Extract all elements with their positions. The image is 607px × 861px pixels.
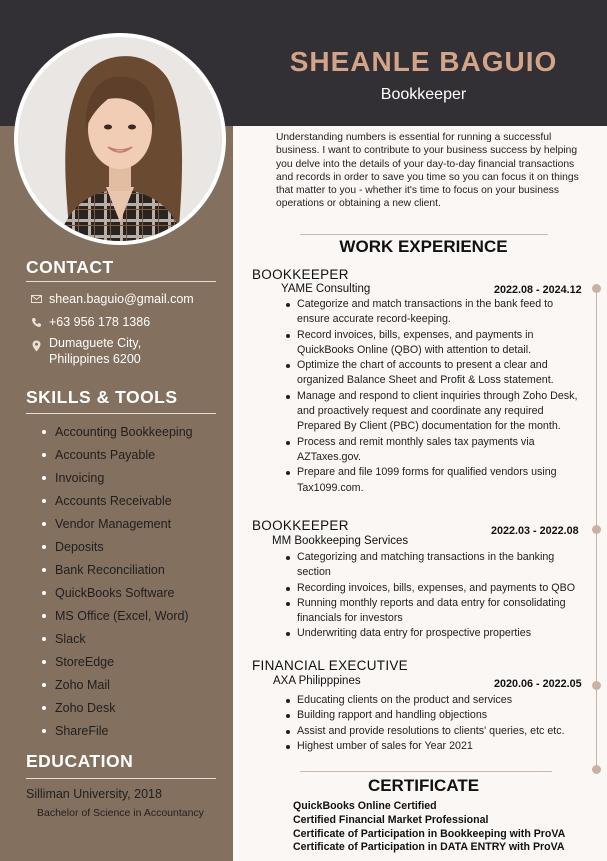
skill-item: Accounts Payable — [42, 447, 193, 470]
job-bullet: Categorize and match transactions in the bank feed to ensure accurate record-keeping. — [283, 297, 583, 328]
skills-list — [42, 424, 193, 746]
skill-item: Vendor Management — [42, 516, 193, 539]
job-bullet: Educating clients on the product and services — [283, 693, 583, 708]
job-1-company: YAME Consulting — [281, 283, 371, 295]
skills-divider — [26, 413, 216, 414]
skill-item: StoreEdge — [42, 654, 193, 677]
certificate-item: Certificate of Participation in DATA ENTRY with ProVA — [293, 841, 565, 854]
job-1-title: BOOKKEEPER — [252, 267, 349, 282]
job-2-bullets — [283, 550, 583, 642]
education-school: Silliman University, 2018 — [26, 787, 162, 801]
job-bullet: Building rapport and handling objections — [283, 708, 583, 723]
job-bullet: Assist and provide resolutions to clients' queries, etc etc. — [283, 724, 583, 739]
job-2-title: BOOKKEEPER — [252, 518, 349, 533]
address-line-2: Philippines 6200 — [49, 352, 141, 366]
timeline-dot — [592, 765, 601, 774]
job-3-dates: 2020.06 - 2022.05 — [494, 678, 582, 690]
contact-divider — [26, 281, 216, 282]
skills-heading: SKILLS & TOOLS — [26, 387, 178, 407]
profile-summary: Understanding numbers is essential for running a successful business. I want to contribute to your business success by helping you delve into the details of your day-to-day financial transactions and records in order to save you time so you can focus it on things that matter to you - whether it's time to focus on your business operations or obtaining a new client. — [276, 132, 579, 210]
envelope-icon — [28, 292, 44, 306]
job-bullet: Optimize the chart of accounts to present a clear and organized Balance Sheet and Profit & Loss statement. — [283, 358, 583, 389]
job-bullet: Record invoices, bills, expenses, and payments in QuickBooks Online (QBO) with attention to detail. — [283, 328, 583, 359]
skill-item: Bank Reconciliation — [42, 562, 193, 585]
job-bullet: Manage and respond to client inquiries through Zoho Desk, and proactively request and coordinate any required Prepared By Client (PBC) documentation for the month. — [283, 389, 583, 435]
certificate-item: QuickBooks Online Certified — [293, 800, 437, 812]
job-3-company: AXA Philipppines — [273, 675, 361, 687]
work-top-divider — [300, 234, 548, 235]
contact-phone[interactable]: +63 956 178 1386 — [49, 315, 151, 329]
job-bullet: Underwriting data entry for prospective properties — [283, 626, 583, 641]
skill-item: Zoho Mail — [42, 677, 193, 700]
certificate-top-divider — [300, 771, 552, 772]
certificate-heading: CERTIFICATE — [367, 776, 480, 795]
education-divider — [26, 778, 216, 779]
education-degree: Bachelor of Science in Accountancy — [37, 807, 204, 819]
skill-item: Accounts Receivable — [42, 493, 193, 516]
job-bullet: Categorizing and matching transactions in the banking section — [283, 550, 583, 581]
job-bullet: Highest umber of sales for Year 2021 — [283, 739, 583, 754]
skill-item: Zoho Desk — [42, 700, 193, 723]
job-bullet: Prepare and file 1099 forms for qualified vendors using Tax1099.com. — [283, 465, 583, 496]
skill-item: ShareFile — [42, 723, 193, 746]
job-bullet: Recording invoices, bills, expenses, and payments to QBO — [283, 581, 583, 596]
certificate-item: Certified Financial Market Professional — [293, 813, 489, 826]
contact-phone-row — [28, 314, 150, 330]
skill-item: Deposits — [42, 539, 193, 562]
skill-item: Accounting Bookkeeping — [42, 424, 193, 447]
skill-item: QuickBooks Software — [42, 585, 193, 608]
skill-item: Invoicing — [42, 470, 193, 493]
contact-address-row — [28, 335, 141, 367]
certificate-list — [293, 800, 565, 855]
contact-heading: CONTACT — [26, 257, 114, 277]
work-experience-heading: WORK EXPERIENCE — [339, 237, 508, 256]
contact-address — [49, 335, 141, 367]
contact-email[interactable]: shean.baguio@gmail.com — [49, 292, 194, 306]
job-bullet: Running monthly reports and data entry for consolidating financials for investors — [283, 596, 583, 627]
timeline-dot — [592, 525, 601, 534]
job-2-dates: 2022.03 - 2022.08 — [491, 525, 579, 537]
phone-icon — [28, 315, 44, 329]
job-bullet: Process and remit monthly sales tax payments via AZTaxes.gov. — [283, 435, 583, 466]
profile-photo — [14, 33, 226, 245]
contact-email-row — [28, 291, 194, 307]
certificate-item: Certificate of Participation in Bookkeeping with ProVA — [293, 827, 566, 840]
job-2-company: MM Bookkeeping Services — [272, 535, 409, 547]
person-name: SHEANLE BAGUIO — [289, 46, 558, 77]
timeline-dot — [592, 284, 601, 293]
location-pin-icon — [28, 339, 44, 353]
timeline-dot — [592, 681, 601, 690]
education-heading: EDUCATION — [26, 751, 134, 771]
job-3-bullets — [283, 693, 583, 754]
job-3-title: FINANCIAL EXECUTIVE — [252, 658, 408, 673]
job-1-dates: 2022.08 - 2024.12 — [494, 284, 582, 296]
job-title: Bookkeeper — [380, 86, 467, 103]
portrait-image — [18, 37, 222, 241]
job-1-bullets — [283, 297, 583, 496]
address-line-1: Dumaguete City, — [49, 336, 142, 350]
skill-item: MS Office (Excel, Word) — [42, 608, 193, 631]
skill-item: Slack — [42, 631, 193, 654]
